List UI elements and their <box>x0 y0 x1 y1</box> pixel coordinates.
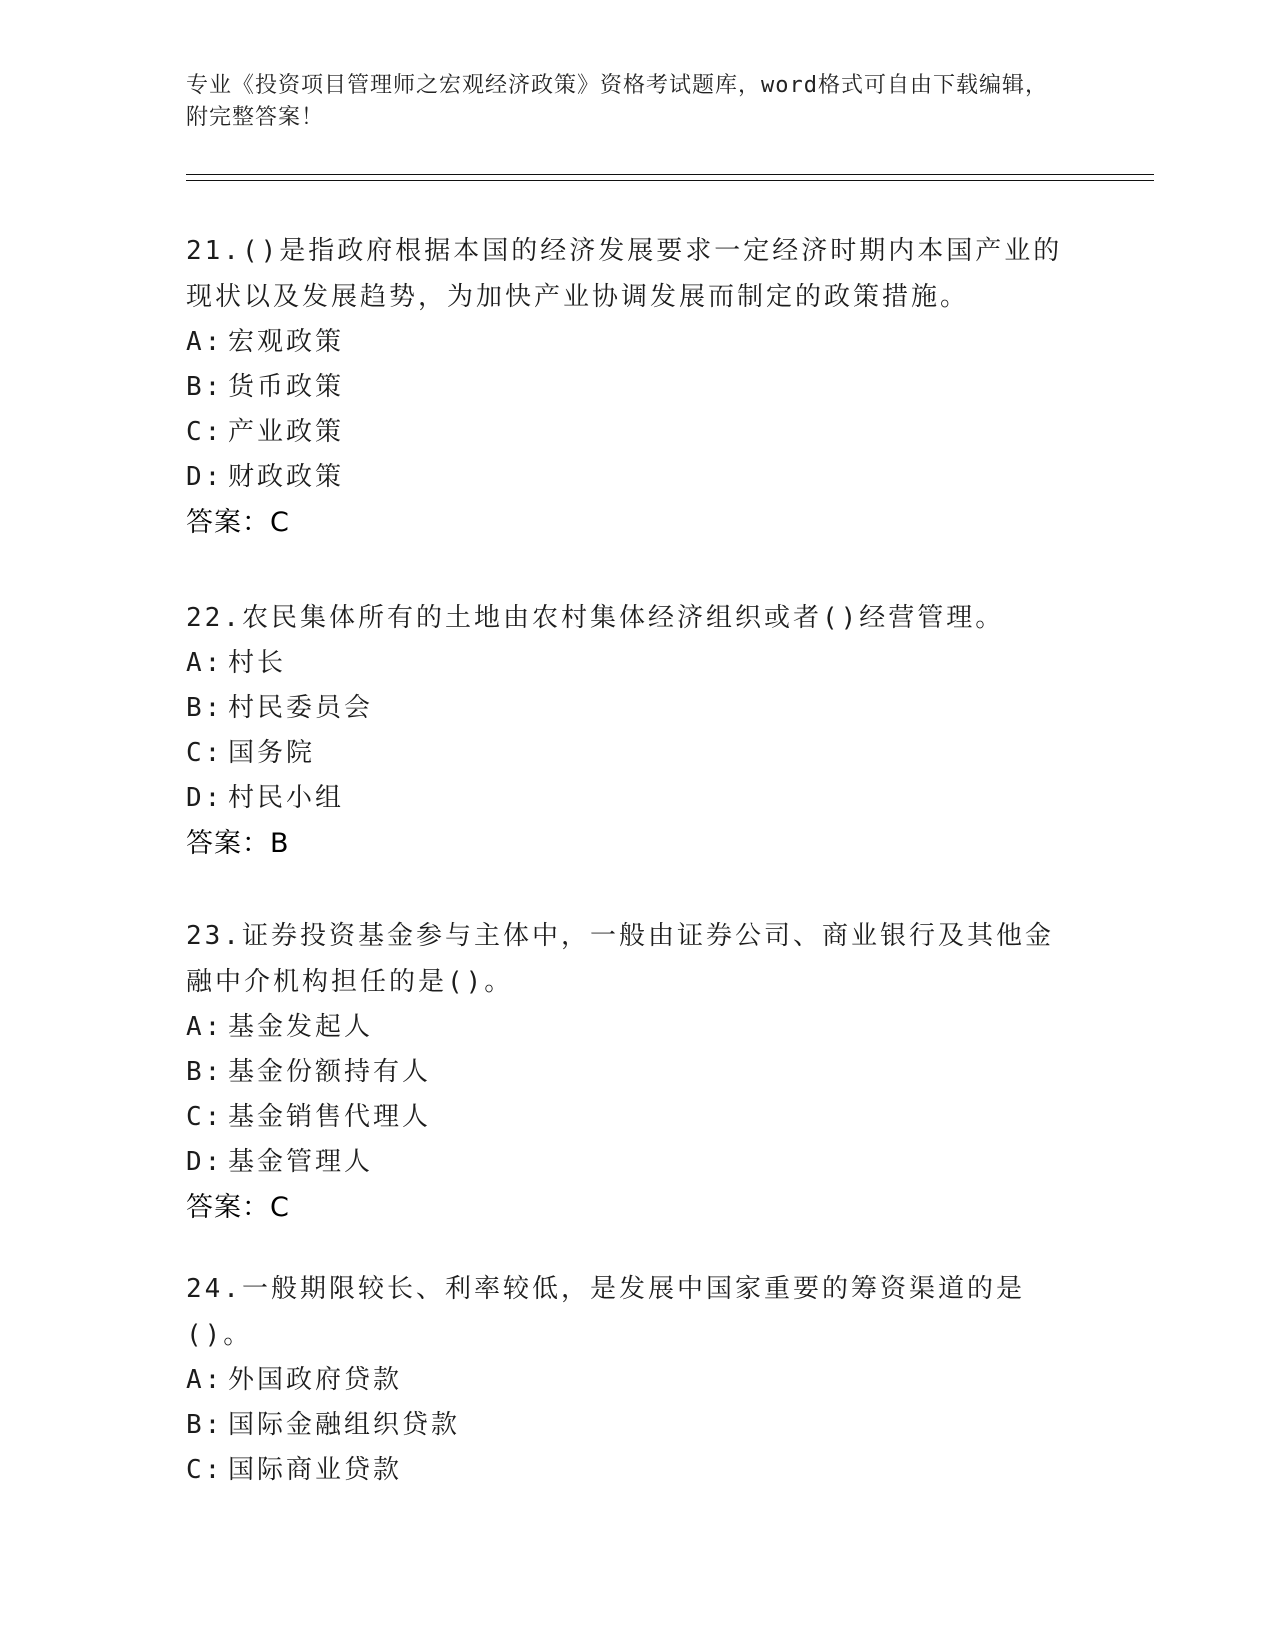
option-a <box>186 1005 1076 1050</box>
option-text: 村长 <box>228 648 287 678</box>
option-text: 村民委员会 <box>228 693 374 723</box>
option-text: 外国政府贷款 <box>228 1365 403 1395</box>
option-letter: A: <box>186 1365 224 1395</box>
option-letter: C: <box>186 738 224 768</box>
option-letter: A: <box>186 648 224 678</box>
option-a <box>186 1358 1076 1403</box>
option-c <box>186 1095 1076 1140</box>
option-d <box>186 455 1076 500</box>
option-letter: B: <box>186 372 224 402</box>
option-letter: D: <box>186 1147 224 1177</box>
option-c <box>186 1448 1076 1493</box>
header-divider-bottom <box>186 180 1154 181</box>
option-letter: B: <box>186 1057 224 1087</box>
answer-line: 答案：C <box>186 507 290 538</box>
option-letter: D: <box>186 462 224 492</box>
question-stem: 23.证券投资基金参与主体中，一般由证券公司、商业银行及其他金融中介机构担任的是()。 <box>186 921 1054 997</box>
option-text: 宏观政策 <box>228 327 345 357</box>
option-letter: A: <box>186 1012 224 1042</box>
option-text: 财政政策 <box>228 462 345 492</box>
option-text: 村民小组 <box>228 783 345 813</box>
option-text: 基金销售代理人 <box>228 1102 432 1132</box>
option-text: 货币政策 <box>228 372 345 402</box>
question-23 <box>186 913 1076 1231</box>
option-a <box>186 641 1076 686</box>
answer-line: 答案：B <box>186 828 290 859</box>
option-text: 国务院 <box>228 738 316 768</box>
option-a <box>186 320 1076 365</box>
option-letter: D: <box>186 783 224 813</box>
question-22 <box>186 595 1076 867</box>
option-b <box>186 1403 1076 1448</box>
option-text: 基金份额持有人 <box>228 1057 432 1087</box>
option-text: 基金管理人 <box>228 1147 374 1177</box>
document-header: 专业《投资项目管理师之宏观经济政策》资格考试题库，word格式可自由下载编辑，附完整答案！ <box>186 73 1048 130</box>
option-text: 产业政策 <box>228 417 345 447</box>
option-text: 国际金融组织贷款 <box>228 1410 461 1440</box>
option-d <box>186 776 1076 821</box>
question-stem: 24.一般期限较长、利率较低，是发展中国家重要的筹资渠道的是()。 <box>186 1274 1025 1350</box>
answer-line: 答案：C <box>186 1192 290 1223</box>
option-letter: B: <box>186 1410 224 1440</box>
header-divider-top <box>186 174 1154 175</box>
option-text: 基金发起人 <box>228 1012 374 1042</box>
option-letter: C: <box>186 1102 224 1132</box>
option-d <box>186 1140 1076 1185</box>
question-stem: 22.农民集体所有的土地由农村集体经济组织或者()经营管理。 <box>186 603 1005 633</box>
option-text: 国际商业贷款 <box>228 1455 403 1485</box>
question-stem: 21.()是指政府根据本国的经济发展要求一定经济时期内本国产业的现状以及发展趋势，为加快产业协调发展而制定的政策措施。 <box>186 236 1063 312</box>
option-letter: C: <box>186 1455 224 1485</box>
option-b <box>186 1050 1076 1095</box>
option-letter: B: <box>186 693 224 723</box>
option-letter: C: <box>186 417 224 447</box>
option-b <box>186 686 1076 731</box>
option-b <box>186 365 1076 410</box>
question-21 <box>186 228 1076 546</box>
question-24 <box>186 1266 1076 1493</box>
option-letter: A: <box>186 327 224 357</box>
option-c <box>186 410 1076 455</box>
option-c <box>186 731 1076 776</box>
